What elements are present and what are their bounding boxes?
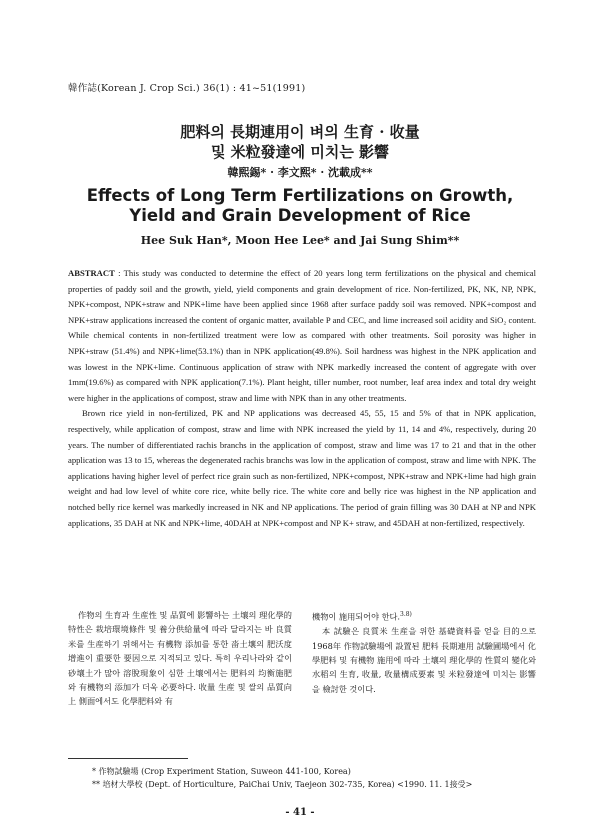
body-paragraph-left: 作物의 生育과 生産性 및 品質에 影響하는 土壤의 理化學的 特性은 栽培環境條件 및 養分供給量에 따라 달라지는 바 良質米를 生産하기 위해서는 有機物 添加를 통한 畓土壤의 肥沃度 增進이 重要한 要因으로 지적되고 있다. 특히 우리나라와 같이 砂壤土가 많아 溶脫現象이 심한 土壤에서는 肥料의 均衡施肥와 有機物의 添加가 더욱 必要하다. 收量 生産 및 쌀의 品質向上 側面에서도 化學肥料와 有 [68,610,292,707]
footnote-1: * 作物試驗場 (Crop Experiment Station, Suweon 441-100, Korea) [92,767,351,776]
abstract-label: ABSTRACT [68,268,115,278]
journal-citation: 韓作誌(Korean J. Crop Sci.) 36(1) : 41~51(1991) [68,83,306,94]
page-number: - 41 - [285,807,315,818]
english-authors: Hee Suk Han*, Moon Hee Lee* and Jai Sung Shim** [140,234,460,247]
footnote-2: ** 培材大學校 (Dept. of Horticulture, PaiChai Univ, Taejeon 302-735, Korea) <1990. 11. 1接受> [92,780,473,789]
body-text [68,608,536,748]
body-column-right [312,608,536,696]
footnotes [92,765,472,791]
abstract-text-1: : This study was conducted to determine the effect of 20 years long term fertilizations on the physical and chemical properties of paddy soil and the growth, yield, yield components and grain development of rice. Non-fertilized, PK, NK, NP, NPK, NPK+compost, NPK+straw and NPK+lime have been applied since 1968 after surface paddy soil was removed. NPK+compost and NPK+straw applications increased the content of organic matter, available P and CEC, and lime increased soil acidity and SiO₂ content. While chemical contents in non-fertilized treatment were low as compared with other treatments. Soil porosity was higher in NPK+straw (51.4%) and NPK+lime(53.1%) than in NPK application(49.8%). Soil hardness was highest in the NPK application and was lowest in the NPK+lime. Continuous application of straw with NPK markedly increased the content of aggregate with over 1mm(19.6%) as compared with NPK application(7.1%). Plant height, tiller number, root number, leaf area index and total dry weight were higher in the applications of compost, straw and lime with NPK than in any other treatments. [68,268,536,403]
abstract-paragraph-2: Brown rice yield in non-fertilized, PK and NP applications was decreased 45, 55, 15 and 5% of that in NPK application, respectively, while application of compost, straw and lime with NPK increased the yield by 11, 14 and 4%, respectively, during 20 years. The number of differentiated rachis branchs in the application of compost, straw and lime was 17 to 21 and that in the other application was 13 to 15, whereas the degenerated rachis branchs was low in the application of compost, straw and lime with NPK. The applications having higher level of perfect rice grain such as non-fertilized, NPK+compost, NPK+straw and NPK+lime had high grain weight and had low level of white core rice, white belly rice. The white core and belly rice was highest in the NP application and notched belly rice kernel was markedly increased in NK and NP applications. The period of grain filling was 30 DAH at NP and NPK applications, 35 DAH at NK and NPK+lime, 40DAH at NPK+compost and NP K+ straw, and 45DAH at non-fertilized, respectively. [68,408,536,528]
abstract [68,266,536,531]
korean-title-line-2: 및 米粒發達에 미치는 影響 [210,143,390,161]
body-column-left [68,608,292,709]
reference-superscript: 3.8) [400,611,412,618]
body-paragraph-right: 本 試驗은 良質米 生産을 위한 基礎資料를 얻을 目的으로 1968年 作物試驗場에 設置된 肥料 長期連用 試驗圃場에서 化學肥料 및 有機物 施用에 따라 土壤의 理化學的 性質의 變化와 水稻의 生育, 收量, 收量構成要素 및 米粒發達에 미치는 影響을 檢討한 것이다. [312,626,536,694]
abstract-paragraph-1 [68,266,536,406]
footnote-rule [68,758,188,759]
english-title-line-1: Effects of Long Term Fertilizations on Growth, [86,186,514,205]
body-paragraph-right-cont [312,608,536,624]
korean-authors: 韓熙錫* · 李文熙* · 沈載成** [227,166,373,179]
english-title-line-2: Yield and Grain Development of Rice [129,206,471,225]
body-text-right-line: 機物이 施用되어야 한다. [312,611,401,622]
korean-title-line-1: 肥料의 長期連用이 벼의 生育 · 收量 [180,123,420,141]
